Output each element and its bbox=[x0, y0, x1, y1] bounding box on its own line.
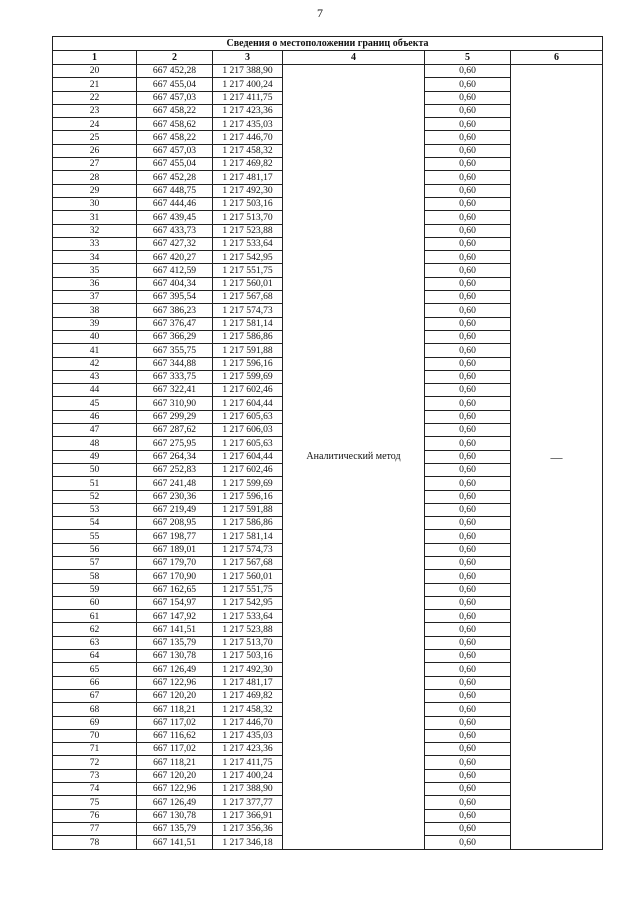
column-header: 6 bbox=[511, 51, 603, 65]
point-number-cell: 22 bbox=[53, 91, 137, 104]
remark-cell: — bbox=[511, 65, 603, 850]
x-coordinate-cell: 667 457,03 bbox=[137, 144, 213, 157]
accuracy-cell: 0,60 bbox=[425, 264, 511, 277]
point-number-cell: 75 bbox=[53, 796, 137, 809]
accuracy-cell: 0,60 bbox=[425, 118, 511, 131]
accuracy-cell: 0,60 bbox=[425, 756, 511, 769]
x-coordinate-cell: 667 458,22 bbox=[137, 104, 213, 117]
point-number-cell: 38 bbox=[53, 304, 137, 317]
y-coordinate-cell: 1 217 481,17 bbox=[213, 171, 283, 184]
x-coordinate-cell: 667 458,62 bbox=[137, 118, 213, 131]
y-coordinate-cell: 1 217 458,32 bbox=[213, 703, 283, 716]
y-coordinate-cell: 1 217 604,44 bbox=[213, 450, 283, 463]
y-coordinate-cell: 1 217 604,44 bbox=[213, 397, 283, 410]
point-number-cell: 54 bbox=[53, 517, 137, 530]
x-coordinate-cell: 667 154,97 bbox=[137, 596, 213, 609]
x-coordinate-cell: 667 135,79 bbox=[137, 636, 213, 649]
point-number-cell: 44 bbox=[53, 384, 137, 397]
accuracy-cell: 0,60 bbox=[425, 556, 511, 569]
y-coordinate-cell: 1 217 513,70 bbox=[213, 636, 283, 649]
y-coordinate-cell: 1 217 599,69 bbox=[213, 370, 283, 383]
accuracy-cell: 0,60 bbox=[425, 237, 511, 250]
column-header: 1 bbox=[53, 51, 137, 65]
x-coordinate-cell: 667 122,96 bbox=[137, 783, 213, 796]
point-number-cell: 43 bbox=[53, 370, 137, 383]
y-coordinate-cell: 1 217 400,24 bbox=[213, 769, 283, 782]
accuracy-cell: 0,60 bbox=[425, 251, 511, 264]
x-coordinate-cell: 667 130,78 bbox=[137, 809, 213, 822]
y-coordinate-cell: 1 217 606,03 bbox=[213, 424, 283, 437]
accuracy-cell: 0,60 bbox=[425, 836, 511, 849]
table-body bbox=[53, 65, 603, 850]
accuracy-cell: 0,60 bbox=[425, 344, 511, 357]
point-number-cell: 28 bbox=[53, 171, 137, 184]
y-coordinate-cell: 1 217 423,36 bbox=[213, 104, 283, 117]
x-coordinate-cell: 667 116,62 bbox=[137, 729, 213, 742]
accuracy-cell: 0,60 bbox=[425, 822, 511, 835]
y-coordinate-cell: 1 217 567,68 bbox=[213, 556, 283, 569]
accuracy-cell: 0,60 bbox=[425, 623, 511, 636]
x-coordinate-cell: 667 452,28 bbox=[137, 171, 213, 184]
point-number-cell: 61 bbox=[53, 610, 137, 623]
y-coordinate-cell: 1 217 542,95 bbox=[213, 596, 283, 609]
column-header: 2 bbox=[137, 51, 213, 65]
point-number-cell: 58 bbox=[53, 570, 137, 583]
x-coordinate-cell: 667 412,59 bbox=[137, 264, 213, 277]
table-row bbox=[53, 65, 603, 78]
x-coordinate-cell: 667 230,36 bbox=[137, 490, 213, 503]
point-number-cell: 60 bbox=[53, 596, 137, 609]
x-coordinate-cell: 667 208,95 bbox=[137, 517, 213, 530]
accuracy-cell: 0,60 bbox=[425, 78, 511, 91]
y-coordinate-cell: 1 217 356,36 bbox=[213, 822, 283, 835]
point-number-cell: 26 bbox=[53, 144, 137, 157]
accuracy-cell: 0,60 bbox=[425, 463, 511, 476]
y-coordinate-cell: 1 217 446,70 bbox=[213, 716, 283, 729]
x-coordinate-cell: 667 395,54 bbox=[137, 291, 213, 304]
accuracy-cell: 0,60 bbox=[425, 437, 511, 450]
accuracy-cell: 0,60 bbox=[425, 503, 511, 516]
accuracy-cell: 0,60 bbox=[425, 397, 511, 410]
accuracy-cell: 0,60 bbox=[425, 304, 511, 317]
point-number-cell: 36 bbox=[53, 277, 137, 290]
x-coordinate-cell: 667 126,49 bbox=[137, 796, 213, 809]
y-coordinate-cell: 1 217 602,46 bbox=[213, 463, 283, 476]
accuracy-cell: 0,60 bbox=[425, 370, 511, 383]
x-coordinate-cell: 667 427,32 bbox=[137, 237, 213, 250]
y-coordinate-cell: 1 217 469,82 bbox=[213, 158, 283, 171]
y-coordinate-cell: 1 217 581,14 bbox=[213, 317, 283, 330]
column-number-row bbox=[53, 51, 603, 65]
y-coordinate-cell: 1 217 446,70 bbox=[213, 131, 283, 144]
point-number-cell: 20 bbox=[53, 65, 137, 78]
y-coordinate-cell: 1 217 435,03 bbox=[213, 118, 283, 131]
x-coordinate-cell: 667 355,75 bbox=[137, 344, 213, 357]
y-coordinate-cell: 1 217 586,86 bbox=[213, 330, 283, 343]
point-number-cell: 24 bbox=[53, 118, 137, 131]
x-coordinate-cell: 667 310,90 bbox=[137, 397, 213, 410]
y-coordinate-cell: 1 217 542,95 bbox=[213, 251, 283, 264]
accuracy-cell: 0,60 bbox=[425, 477, 511, 490]
x-coordinate-cell: 667 122,96 bbox=[137, 676, 213, 689]
point-number-cell: 74 bbox=[53, 783, 137, 796]
point-number-cell: 66 bbox=[53, 676, 137, 689]
y-coordinate-cell: 1 217 513,70 bbox=[213, 211, 283, 224]
accuracy-cell: 0,60 bbox=[425, 91, 511, 104]
accuracy-cell: 0,60 bbox=[425, 769, 511, 782]
y-coordinate-cell: 1 217 605,63 bbox=[213, 410, 283, 423]
point-number-cell: 65 bbox=[53, 663, 137, 676]
accuracy-cell: 0,60 bbox=[425, 131, 511, 144]
y-coordinate-cell: 1 217 551,75 bbox=[213, 583, 283, 596]
x-coordinate-cell: 667 141,51 bbox=[137, 623, 213, 636]
point-number-cell: 69 bbox=[53, 716, 137, 729]
point-number-cell: 62 bbox=[53, 623, 137, 636]
point-number-cell: 37 bbox=[53, 291, 137, 304]
x-coordinate-cell: 667 135,79 bbox=[137, 822, 213, 835]
x-coordinate-cell: 667 241,48 bbox=[137, 477, 213, 490]
x-coordinate-cell: 667 457,03 bbox=[137, 91, 213, 104]
point-number-cell: 57 bbox=[53, 556, 137, 569]
accuracy-cell: 0,60 bbox=[425, 104, 511, 117]
accuracy-cell: 0,60 bbox=[425, 357, 511, 370]
x-coordinate-cell: 667 344,88 bbox=[137, 357, 213, 370]
y-coordinate-cell: 1 217 599,69 bbox=[213, 477, 283, 490]
y-coordinate-cell: 1 217 533,64 bbox=[213, 237, 283, 250]
x-coordinate-cell: 667 162,65 bbox=[137, 583, 213, 596]
x-coordinate-cell: 667 439,45 bbox=[137, 211, 213, 224]
accuracy-cell: 0,60 bbox=[425, 384, 511, 397]
x-coordinate-cell: 667 433,73 bbox=[137, 224, 213, 237]
accuracy-cell: 0,60 bbox=[425, 783, 511, 796]
x-coordinate-cell: 667 275,95 bbox=[137, 437, 213, 450]
x-coordinate-cell: 667 147,92 bbox=[137, 610, 213, 623]
y-coordinate-cell: 1 217 388,90 bbox=[213, 783, 283, 796]
y-coordinate-cell: 1 217 560,01 bbox=[213, 570, 283, 583]
point-number-cell: 51 bbox=[53, 477, 137, 490]
y-coordinate-cell: 1 217 503,16 bbox=[213, 197, 283, 210]
accuracy-cell: 0,60 bbox=[425, 663, 511, 676]
x-coordinate-cell: 667 198,77 bbox=[137, 530, 213, 543]
y-coordinate-cell: 1 217 591,88 bbox=[213, 503, 283, 516]
page-number: 7 bbox=[317, 6, 323, 20]
point-number-cell: 55 bbox=[53, 530, 137, 543]
y-coordinate-cell: 1 217 400,24 bbox=[213, 78, 283, 91]
y-coordinate-cell: 1 217 586,86 bbox=[213, 517, 283, 530]
accuracy-cell: 0,60 bbox=[425, 636, 511, 649]
x-coordinate-cell: 667 118,21 bbox=[137, 703, 213, 716]
y-coordinate-cell: 1 217 503,16 bbox=[213, 650, 283, 663]
y-coordinate-cell: 1 217 591,88 bbox=[213, 344, 283, 357]
x-coordinate-cell: 667 452,28 bbox=[137, 65, 213, 78]
point-number-cell: 67 bbox=[53, 689, 137, 702]
point-number-cell: 30 bbox=[53, 197, 137, 210]
accuracy-cell: 0,60 bbox=[425, 317, 511, 330]
y-coordinate-cell: 1 217 551,75 bbox=[213, 264, 283, 277]
x-coordinate-cell: 667 455,04 bbox=[137, 158, 213, 171]
accuracy-cell: 0,60 bbox=[425, 424, 511, 437]
point-number-cell: 33 bbox=[53, 237, 137, 250]
y-coordinate-cell: 1 217 523,88 bbox=[213, 623, 283, 636]
accuracy-cell: 0,60 bbox=[425, 583, 511, 596]
point-number-cell: 73 bbox=[53, 769, 137, 782]
y-coordinate-cell: 1 217 411,75 bbox=[213, 91, 283, 104]
accuracy-cell: 0,60 bbox=[425, 450, 511, 463]
x-coordinate-cell: 667 252,83 bbox=[137, 463, 213, 476]
point-number-cell: 41 bbox=[53, 344, 137, 357]
point-number-cell: 77 bbox=[53, 822, 137, 835]
y-coordinate-cell: 1 217 469,82 bbox=[213, 689, 283, 702]
x-coordinate-cell: 667 189,01 bbox=[137, 543, 213, 556]
point-number-cell: 39 bbox=[53, 317, 137, 330]
point-number-cell: 56 bbox=[53, 543, 137, 556]
x-coordinate-cell: 667 117,02 bbox=[137, 716, 213, 729]
table-title: Сведения о местоположении границ объекта bbox=[53, 37, 603, 51]
accuracy-cell: 0,60 bbox=[425, 330, 511, 343]
y-coordinate-cell: 1 217 366,91 bbox=[213, 809, 283, 822]
y-coordinate-cell: 1 217 560,01 bbox=[213, 277, 283, 290]
point-number-cell: 27 bbox=[53, 158, 137, 171]
point-number-cell: 49 bbox=[53, 450, 137, 463]
table-head bbox=[53, 37, 603, 65]
x-coordinate-cell: 667 287,62 bbox=[137, 424, 213, 437]
accuracy-cell: 0,60 bbox=[425, 144, 511, 157]
accuracy-cell: 0,60 bbox=[425, 570, 511, 583]
accuracy-cell: 0,60 bbox=[425, 716, 511, 729]
accuracy-cell: 0,60 bbox=[425, 158, 511, 171]
column-header: 3 bbox=[213, 51, 283, 65]
accuracy-cell: 0,60 bbox=[425, 65, 511, 78]
x-coordinate-cell: 667 455,04 bbox=[137, 78, 213, 91]
y-coordinate-cell: 1 217 458,32 bbox=[213, 144, 283, 157]
accuracy-cell: 0,60 bbox=[425, 530, 511, 543]
y-coordinate-cell: 1 217 605,63 bbox=[213, 437, 283, 450]
x-coordinate-cell: 667 333,75 bbox=[137, 370, 213, 383]
x-coordinate-cell: 667 118,21 bbox=[137, 756, 213, 769]
x-coordinate-cell: 667 322,41 bbox=[137, 384, 213, 397]
x-coordinate-cell: 667 120,20 bbox=[137, 689, 213, 702]
point-number-cell: 53 bbox=[53, 503, 137, 516]
x-coordinate-cell: 667 141,51 bbox=[137, 836, 213, 849]
point-number-cell: 59 bbox=[53, 583, 137, 596]
point-number-cell: 71 bbox=[53, 743, 137, 756]
accuracy-cell: 0,60 bbox=[425, 729, 511, 742]
point-number-cell: 46 bbox=[53, 410, 137, 423]
x-coordinate-cell: 667 420,27 bbox=[137, 251, 213, 264]
point-number-cell: 35 bbox=[53, 264, 137, 277]
x-coordinate-cell: 667 386,23 bbox=[137, 304, 213, 317]
y-coordinate-cell: 1 217 596,16 bbox=[213, 490, 283, 503]
x-coordinate-cell: 667 458,22 bbox=[137, 131, 213, 144]
accuracy-cell: 0,60 bbox=[425, 171, 511, 184]
accuracy-cell: 0,60 bbox=[425, 676, 511, 689]
point-number-cell: 63 bbox=[53, 636, 137, 649]
column-header: 4 bbox=[283, 51, 425, 65]
accuracy-cell: 0,60 bbox=[425, 796, 511, 809]
x-coordinate-cell: 667 126,49 bbox=[137, 663, 213, 676]
boundary-table bbox=[52, 36, 603, 850]
point-number-cell: 34 bbox=[53, 251, 137, 264]
point-number-cell: 78 bbox=[53, 836, 137, 849]
x-coordinate-cell: 667 404,34 bbox=[137, 277, 213, 290]
point-number-cell: 23 bbox=[53, 104, 137, 117]
y-coordinate-cell: 1 217 602,46 bbox=[213, 384, 283, 397]
y-coordinate-cell: 1 217 567,68 bbox=[213, 291, 283, 304]
y-coordinate-cell: 1 217 492,30 bbox=[213, 663, 283, 676]
accuracy-cell: 0,60 bbox=[425, 610, 511, 623]
accuracy-cell: 0,60 bbox=[425, 211, 511, 224]
x-coordinate-cell: 667 117,02 bbox=[137, 743, 213, 756]
accuracy-cell: 0,60 bbox=[425, 596, 511, 609]
accuracy-cell: 0,60 bbox=[425, 543, 511, 556]
accuracy-cell: 0,60 bbox=[425, 277, 511, 290]
accuracy-cell: 0,60 bbox=[425, 410, 511, 423]
point-number-cell: 21 bbox=[53, 78, 137, 91]
accuracy-cell: 0,60 bbox=[425, 809, 511, 822]
point-number-cell: 50 bbox=[53, 463, 137, 476]
x-coordinate-cell: 667 366,29 bbox=[137, 330, 213, 343]
point-number-cell: 76 bbox=[53, 809, 137, 822]
x-coordinate-cell: 667 264,34 bbox=[137, 450, 213, 463]
point-number-cell: 70 bbox=[53, 729, 137, 742]
y-coordinate-cell: 1 217 346,18 bbox=[213, 836, 283, 849]
point-number-cell: 25 bbox=[53, 131, 137, 144]
y-coordinate-cell: 1 217 533,64 bbox=[213, 610, 283, 623]
x-coordinate-cell: 667 219,49 bbox=[137, 503, 213, 516]
y-coordinate-cell: 1 217 574,73 bbox=[213, 304, 283, 317]
point-number-cell: 31 bbox=[53, 211, 137, 224]
x-coordinate-cell: 667 179,70 bbox=[137, 556, 213, 569]
point-number-cell: 32 bbox=[53, 224, 137, 237]
y-coordinate-cell: 1 217 574,73 bbox=[213, 543, 283, 556]
x-coordinate-cell: 667 170,90 bbox=[137, 570, 213, 583]
x-coordinate-cell: 667 444,46 bbox=[137, 197, 213, 210]
y-coordinate-cell: 1 217 377,77 bbox=[213, 796, 283, 809]
table-title-row bbox=[53, 37, 603, 51]
point-number-cell: 42 bbox=[53, 357, 137, 370]
y-coordinate-cell: 1 217 411,75 bbox=[213, 756, 283, 769]
y-coordinate-cell: 1 217 435,03 bbox=[213, 729, 283, 742]
accuracy-cell: 0,60 bbox=[425, 650, 511, 663]
accuracy-cell: 0,60 bbox=[425, 743, 511, 756]
accuracy-cell: 0,60 bbox=[425, 703, 511, 716]
point-number-cell: 72 bbox=[53, 756, 137, 769]
accuracy-cell: 0,60 bbox=[425, 689, 511, 702]
y-coordinate-cell: 1 217 481,17 bbox=[213, 676, 283, 689]
point-number-cell: 47 bbox=[53, 424, 137, 437]
y-coordinate-cell: 1 217 581,14 bbox=[213, 530, 283, 543]
accuracy-cell: 0,60 bbox=[425, 490, 511, 503]
point-number-cell: 40 bbox=[53, 330, 137, 343]
x-coordinate-cell: 667 448,75 bbox=[137, 184, 213, 197]
accuracy-cell: 0,60 bbox=[425, 197, 511, 210]
x-coordinate-cell: 667 120,20 bbox=[137, 769, 213, 782]
point-number-cell: 52 bbox=[53, 490, 137, 503]
x-coordinate-cell: 667 376,47 bbox=[137, 317, 213, 330]
x-coordinate-cell: 667 299,29 bbox=[137, 410, 213, 423]
x-coordinate-cell: 667 130,78 bbox=[137, 650, 213, 663]
column-header: 5 bbox=[425, 51, 511, 65]
method-cell: Аналитический метод bbox=[283, 65, 425, 850]
point-number-cell: 45 bbox=[53, 397, 137, 410]
accuracy-cell: 0,60 bbox=[425, 224, 511, 237]
y-coordinate-cell: 1 217 423,36 bbox=[213, 743, 283, 756]
y-coordinate-cell: 1 217 596,16 bbox=[213, 357, 283, 370]
y-coordinate-cell: 1 217 492,30 bbox=[213, 184, 283, 197]
accuracy-cell: 0,60 bbox=[425, 291, 511, 304]
y-coordinate-cell: 1 217 388,90 bbox=[213, 65, 283, 78]
accuracy-cell: 0,60 bbox=[425, 517, 511, 530]
point-number-cell: 64 bbox=[53, 650, 137, 663]
point-number-cell: 48 bbox=[53, 437, 137, 450]
y-coordinate-cell: 1 217 523,88 bbox=[213, 224, 283, 237]
accuracy-cell: 0,60 bbox=[425, 184, 511, 197]
point-number-cell: 68 bbox=[53, 703, 137, 716]
point-number-cell: 29 bbox=[53, 184, 137, 197]
